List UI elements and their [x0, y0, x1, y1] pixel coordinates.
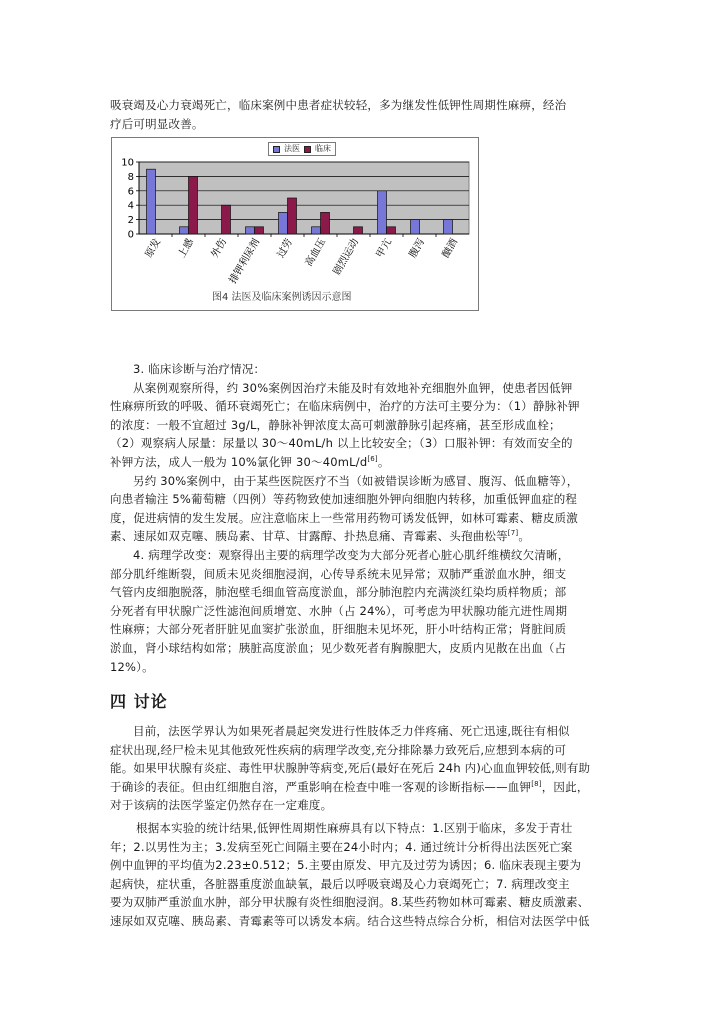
bar-clinical: [189, 176, 198, 234]
citation-8: [8]: [531, 779, 542, 788]
legend-label-forensic: 法医: [284, 144, 300, 153]
x-tick-label: 过劳: [275, 237, 296, 260]
text-line: 目前，法医学界认为如果死者晨起突发进行性肢体乏力伴疼痛、死亡迅速,既往有相似: [133, 724, 570, 738]
text-line: （2）观察病人尿量：尿量以 30～40mL/h 以上比较安全；（3）口服补钾：有效而安全的: [110, 436, 573, 451]
y-tick-label: 6: [127, 186, 134, 198]
bar-forensic: [411, 220, 420, 234]
bar-forensic: [147, 169, 156, 234]
section-heading-discussion: 四 讨论: [110, 692, 168, 711]
x-tick-label: 甲亢: [374, 237, 395, 260]
x-tick-label: 高血压: [303, 237, 329, 269]
text-line: 能。如果甲状腺有炎症、毒性甲状腺肿等病变,死后(最好在死后 24h 内)心血血钾较低,则有助: [110, 761, 591, 776]
bar-clinical: [222, 205, 231, 234]
text-line: 症状出现,经尸检未见其他致死性疾病的病理学改变,充分排除暴力致死后,应想到本病的可: [110, 742, 567, 757]
text-line: 根据本实验的统计结果,低钾性周期性麻痹具有以下特点：1.区别于临床，多发于青壮: [136, 821, 573, 835]
text-run: 。: [377, 454, 390, 469]
x-tick-label: 酗酒: [440, 237, 461, 260]
x-tick-label: 剧烈运动: [331, 237, 362, 278]
discussion-paragraph-2: [110, 819, 610, 931]
x-tick-label: 腹泻: [407, 237, 428, 260]
section-3: [110, 360, 610, 546]
text-line: 性麻痹所致的呼吸、循环衰竭死亡；在临床病例中，治疗的方法可主要分为：（1）静脉补钾: [110, 399, 580, 414]
text-line: 要为双肺严重淤血水肿，部分甲状腺有炎性细胞浸润。8.某些药物如林可霉素、糖皮质激素、: [110, 895, 590, 910]
text-line: [110, 778, 610, 797]
bar-forensic: [378, 191, 387, 234]
text-line: 疗后可明显改善。: [110, 116, 204, 131]
y-tick-label: 8: [127, 171, 134, 183]
y-tick-label: 2: [127, 215, 134, 227]
text-line: 4. 病理学改变：观察得出主要的病理学改变为大部分死者心脏心肌纤维横纹欠清晰，: [133, 548, 570, 562]
x-tick-label: 上感: [176, 237, 197, 260]
text-line: 的浓度：一般不宜超过 3g/L，静脉补钾浓度太高可刺激静脉引起疼痛，甚至形成血栓；: [110, 417, 561, 432]
bar-clinical: [354, 227, 363, 234]
text-line: 对于该病的法医学鉴定仍然存在一定难度。: [110, 798, 333, 813]
figure-caption: 图4 法医及临床案例诱因示意图: [212, 292, 352, 303]
x-tick-label: 原发: [143, 237, 164, 260]
legend-swatch-forensic: [273, 146, 280, 153]
bar-clinical: [288, 198, 297, 234]
citation-6: [6]: [367, 455, 378, 464]
y-tick-label: 10: [121, 157, 134, 169]
text-line: [110, 453, 610, 472]
chart-legend: [268, 142, 336, 156]
text-line: 另约 30%案例中，由于某些医院医疗不当（如被错误诊断为感冒、腹泻、低血糖等），: [133, 473, 579, 488]
bar-forensic: [312, 227, 321, 234]
text-line: 分死者有甲状腺广泛性滤泡间质增宽、水肿（占 24%），可考虑为甲状腺功能亢进性周期: [110, 603, 568, 618]
legend-label-clinical: 临床: [315, 144, 331, 153]
bar-chart: [112, 138, 478, 310]
text-line: 从案例观察所得，约 30%案例因治疗未能及时有效地补充细胞外血钾，使患者因低钾: [133, 380, 573, 395]
text-run: 素、速尿如双克噻、胰岛素、甘草、甘露醇、扑热息痛、青霉素、头孢曲松等: [110, 529, 508, 544]
text-line: 部分肌纤维断裂，间质未见炎细胞浸润，心传导系统未见异常；双肺严重淤血水肿，细支: [110, 566, 567, 581]
text-line: 速尿如双克噻、胰岛素、青霉素等可以诱发本病。结合这些特点综合分析，相信对法医学中低: [110, 913, 590, 928]
text-line: [110, 527, 610, 546]
bar-forensic: [180, 227, 189, 234]
section-3-title: 3. 临床诊断与治疗情况：: [133, 362, 266, 376]
text-line: 淤血，肾小球结构如常；胰脏高度淤血；见少数死者有胸腺肥大，皮质内见散在出血（占: [110, 640, 567, 655]
text-line: 例中血钾的平均值为2.23±0.512；5.主要由原发、甲亢及过劳为诱因；6. 临床表现主要为: [110, 858, 582, 873]
intro-paragraph: [110, 96, 610, 133]
legend-swatch-clinical: [304, 146, 311, 153]
citation-7: [7]: [507, 529, 519, 538]
text-run: 于确诊的表征。但由红细胞自溶，严重影响在检查中唯一客观的诊断指标——血钾: [110, 779, 532, 794]
bar-clinical: [255, 227, 264, 234]
bar-forensic: [246, 227, 255, 234]
text-line: 度，促进病情的发生发展。应注意临床上一些常用药物可诱发低钾，如林可霉素、糖皮质激: [110, 510, 578, 525]
bar-forensic: [279, 212, 288, 234]
discussion-paragraph-1: [110, 722, 610, 815]
text-line: 年；2.以男性为主；3.发病至死亡间隔主要在24小时内；4. 通过统计分析得出法医死亡案: [110, 839, 573, 854]
text-run: ，因此，: [541, 779, 589, 794]
text-line: 吸衰竭及心力衰竭死亡，临床案例中患者症状较轻，多为继发性低钾性周期性麻痹，经治: [110, 98, 567, 112]
text-run: 补钾方法，成人一般为 10%氯化钾 30～40mL/d: [110, 454, 368, 469]
bar-clinical: [387, 227, 396, 234]
y-tick-label: 4: [127, 200, 134, 212]
section-4: [110, 546, 610, 676]
text-run: 。: [518, 529, 531, 544]
x-tick-label: 排钾利尿剂: [227, 237, 263, 286]
text-line: 12%）。: [110, 659, 154, 674]
text-line: 气管内皮细胞脱落，肺泡壁毛细血管高度淤血，部分肺泡腔内充满淡红染均质样物质；部: [110, 585, 567, 600]
text-line: 起病快，症状重，各脏器重度淤血缺氧，最后以呼吸衰竭及心力衰竭死亡；7. 病理改变主: [110, 876, 570, 891]
x-tick-label: 外伤: [209, 237, 230, 260]
figure-4-chart: [111, 137, 479, 311]
y-tick-label: 0: [127, 229, 134, 241]
text-line: 向患者输注 5%葡萄糖（四例）等药物致使加速细胞外钾向细胞内转移，加重低钾血症的程: [110, 492, 578, 507]
bar-clinical: [321, 212, 330, 234]
bar-forensic: [444, 220, 453, 234]
text-line: 性麻痹；大部分死者肝脏见血窦扩张淤血，肝细胞未见坏死，肝小叶结构正常；肾脏间质: [110, 622, 567, 637]
